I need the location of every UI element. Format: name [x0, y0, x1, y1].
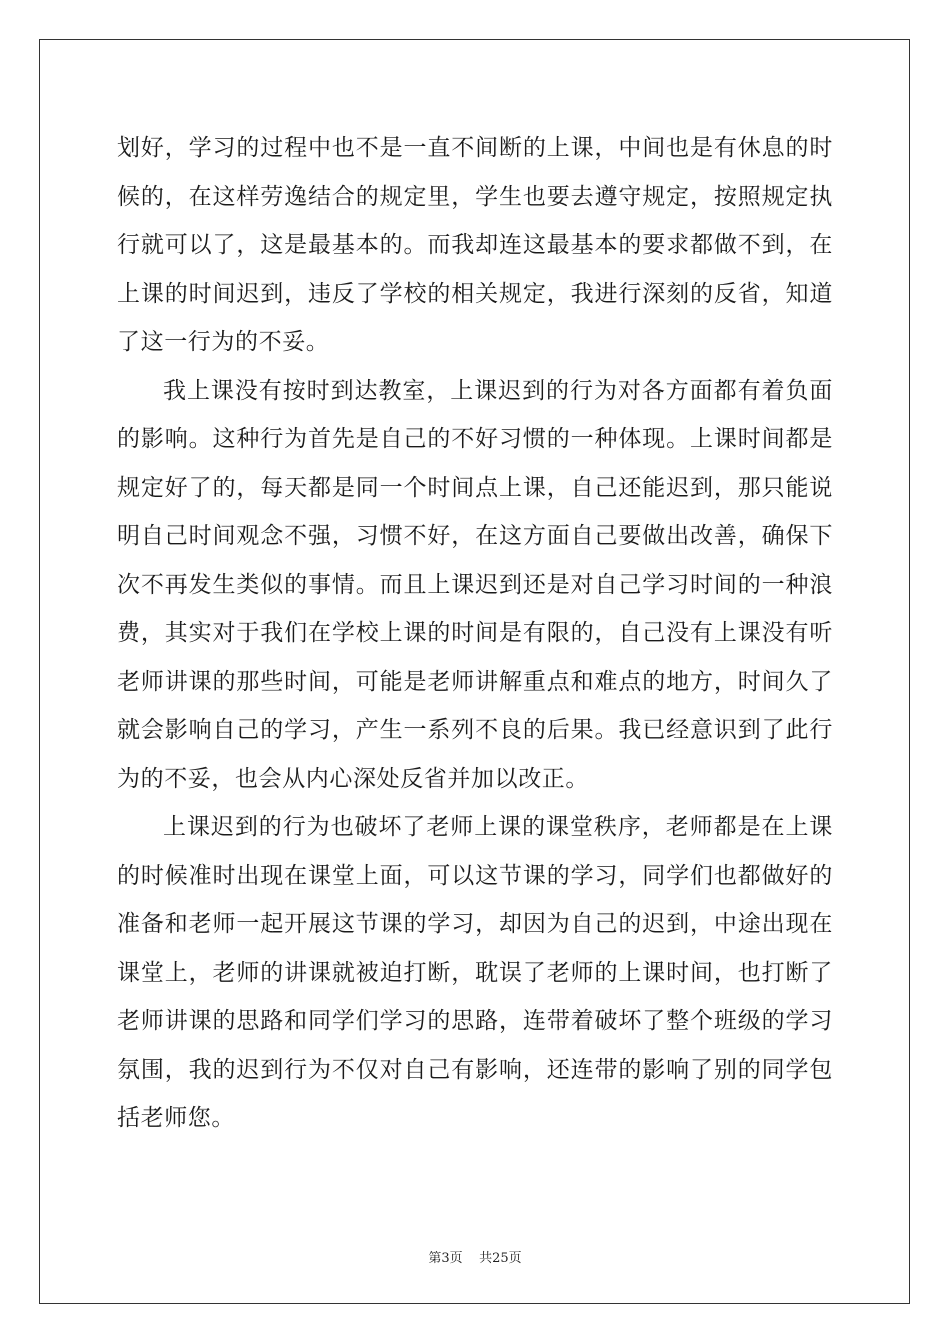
total-pages-label: 共25页 — [479, 1251, 522, 1266]
paragraph-3: 上课迟到的行为也破坏了老师上课的课堂秩序，老师都是在上课的时候准时出现在课堂上面，可以这节课的学习，同学们也都做好的准备和老师一起开展这节课的学习，却因为自己的迟到，中途出现在课堂上，老师的讲课就被迫打断，耽误了老师的上课时间，也打断了老师讲课的思路和同学们学习的思路，连带着破坏了整个班级的学习氛围，我的迟到行为不仅对自己有影响，还连带的影响了别的同学包括老师您。 — [117, 814, 833, 1131]
footer-separator — [463, 1251, 480, 1266]
document-body — [117, 124, 833, 1143]
paragraph-1: 划好，学习的过程中也不是一直不间断的上课，中间也是有休息的时候的，在这样劳逸结合的规定里，学生也要去遵守规定，按照规定执行就可以了，这是最基本的。而我却连这最基本的要求都做不到，在上课的时间迟到，违反了学校的相关规定，我进行深刻的反省，知道了这一行为的不妥。 — [117, 135, 833, 355]
paragraph-2: 我上课没有按时到达教室，上课迟到的行为对各方面都有着负面的影响。这种行为首先是自己的不好习惯的一种体现。上课时间都是规定好了的，每天都是同一个时间点上课，自己还能迟到，那只能说明自己时间观念不强，习惯不好，在这方面自己要做出改善，确保下次不再发生类似的事情。而且上课迟到还是对自己学习时间的一种浪费，其实对于我们在学校上课的时间是有限的，自己没有上课没有听老师讲课的那些时间，可能是老师讲解重点和难点的地方，时间久了就会影响自己的学习，产生一系列不良的后果。我已经意识到了此行为的不妥，也会从内心深处反省并加以改正。 — [117, 377, 833, 792]
page-footer — [0, 1247, 950, 1266]
current-page-label: 第3页 — [428, 1251, 463, 1266]
